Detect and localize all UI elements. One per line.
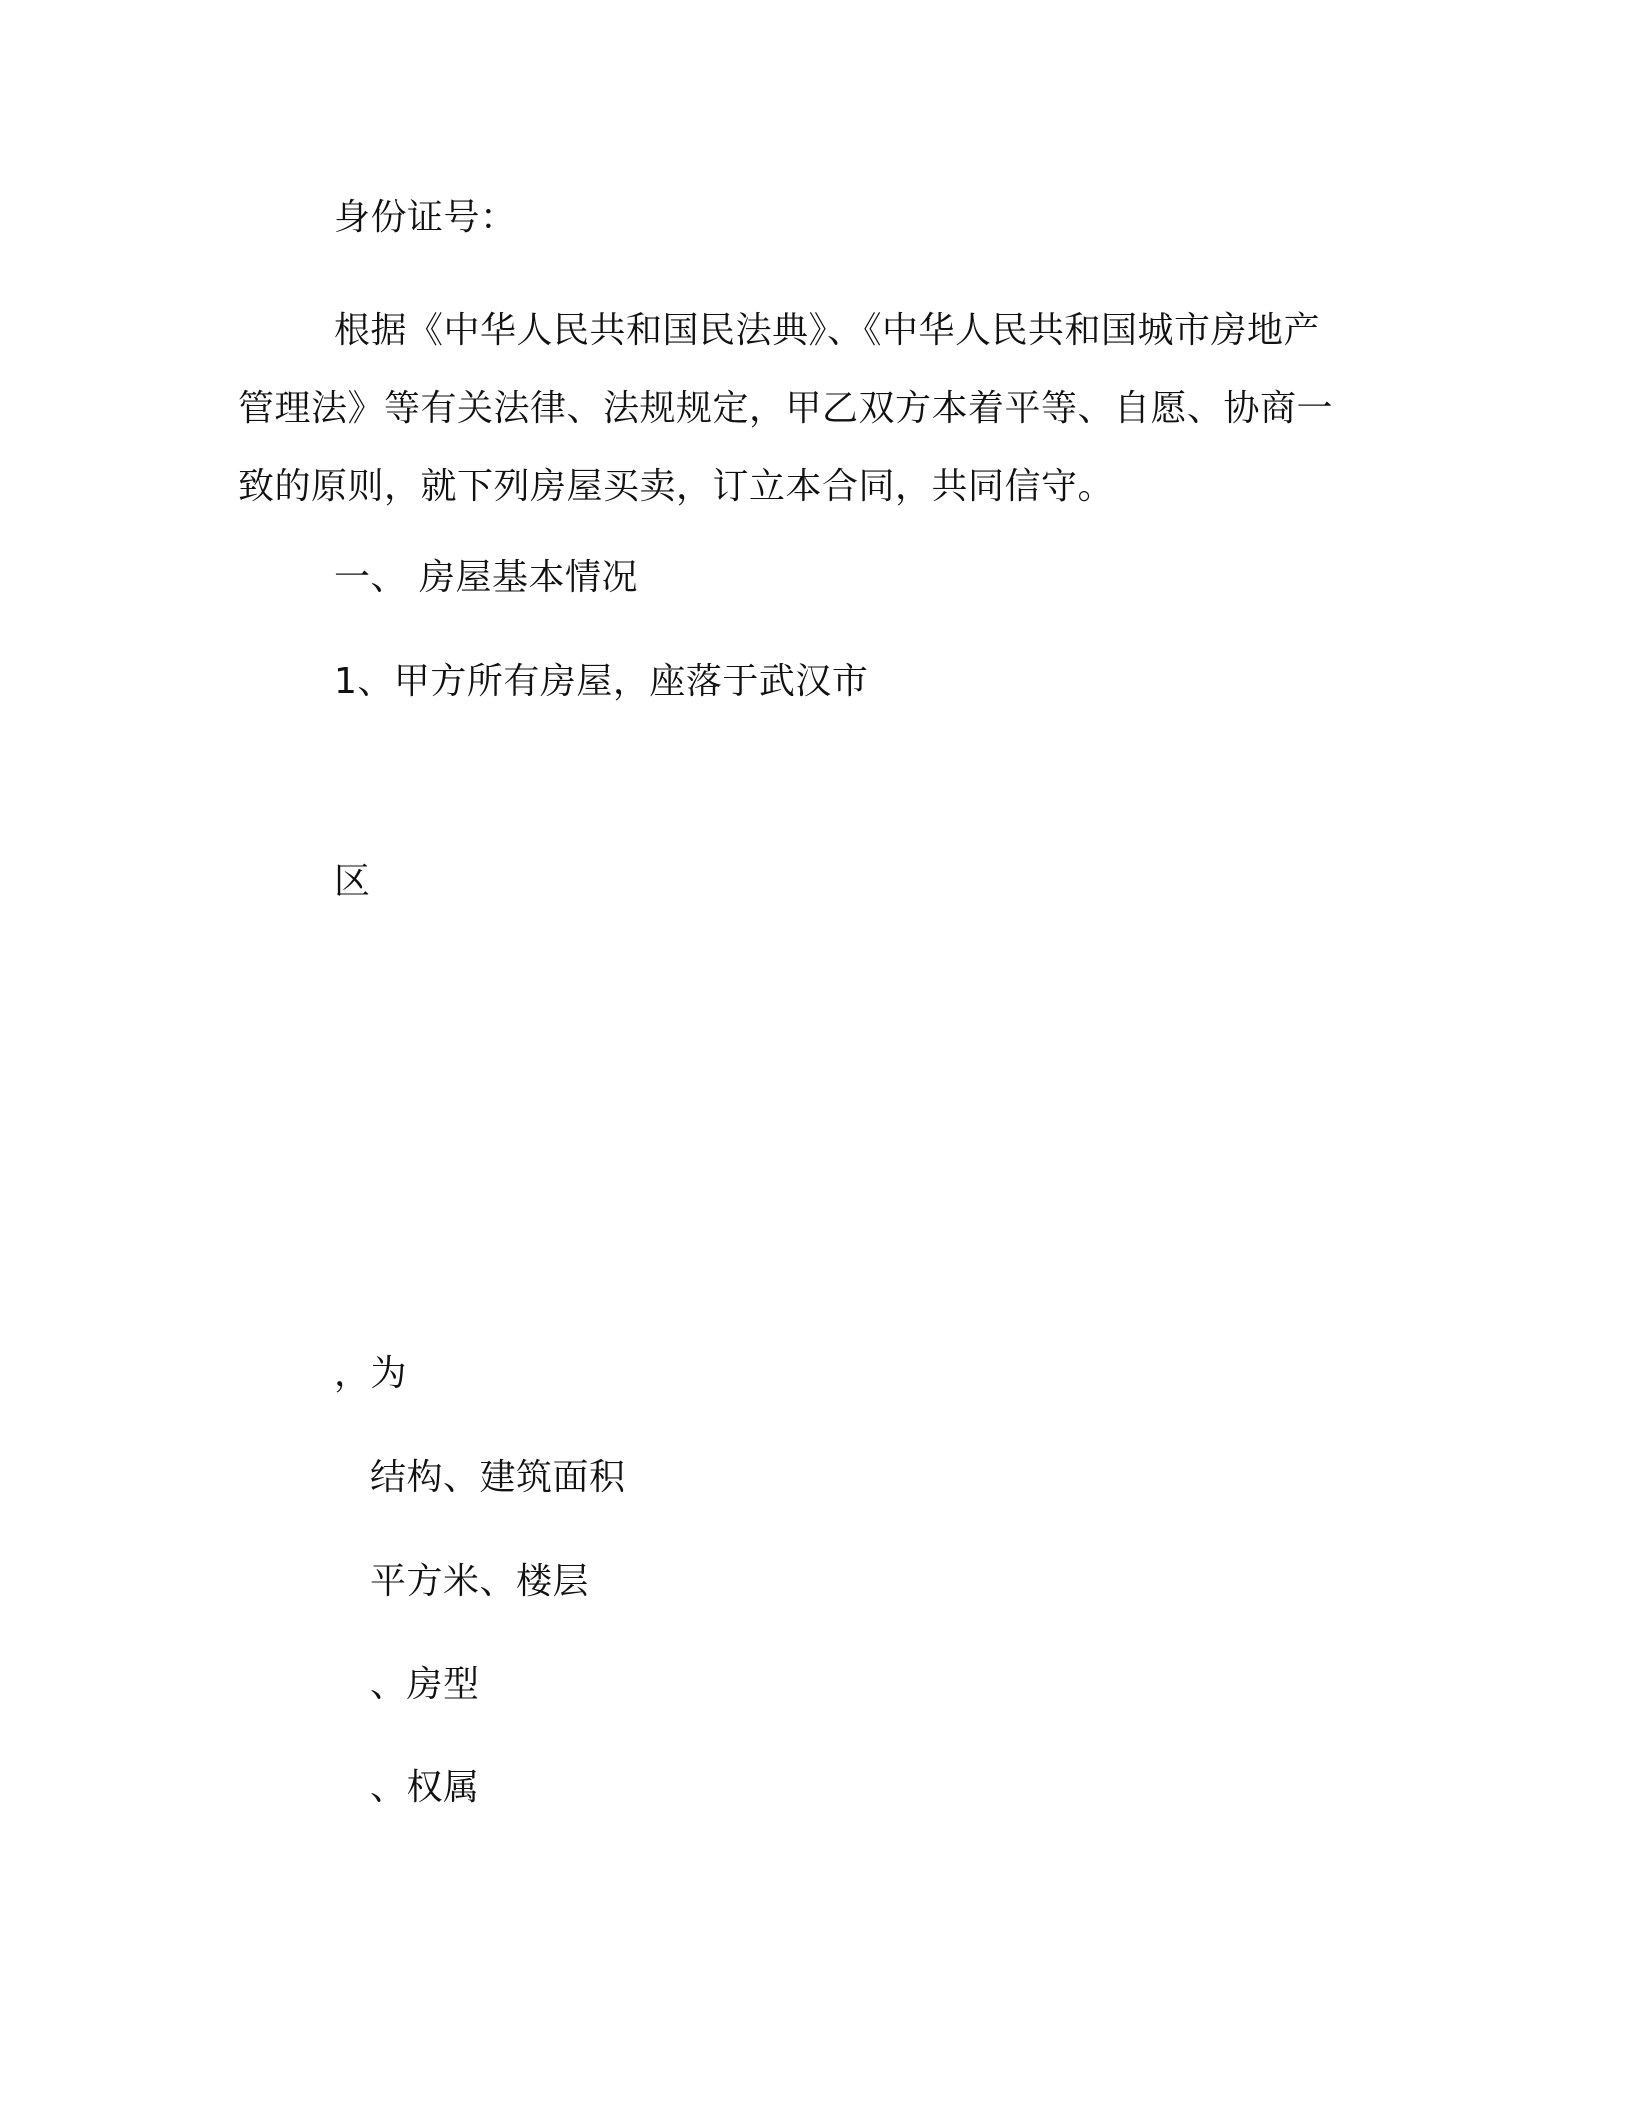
preamble-line-3: 致的原则，就下列房屋买卖，订立本合同，共同信守。 [238,466,1115,507]
district-label: 区 [334,861,371,902]
sqm-floor-label: 平方米、楼层 [370,1561,590,1602]
preamble-line-2: 管理法》等有关法律、法规规定，甲乙双方本着平等、自愿、协商一 [238,388,1334,429]
layout-label: 、房型 [370,1664,480,1705]
preamble-paragraph [238,292,1403,526]
id-number-label: 身份证号： [334,197,517,238]
structure-area-label: 结构、建筑面积 [370,1457,626,1498]
ownership-label: 、权属 [370,1767,480,1808]
section-heading-property-info: 一、 房屋基本情况 [334,557,638,598]
for-label: ，为 [334,1353,408,1394]
item-1-location: 1、甲方所有房屋，座落于武汉市 [334,661,869,702]
preamble-line-1: 根据《中华人民共和国民法典》、《中华人民共和国城市房地产 [334,310,1321,351]
